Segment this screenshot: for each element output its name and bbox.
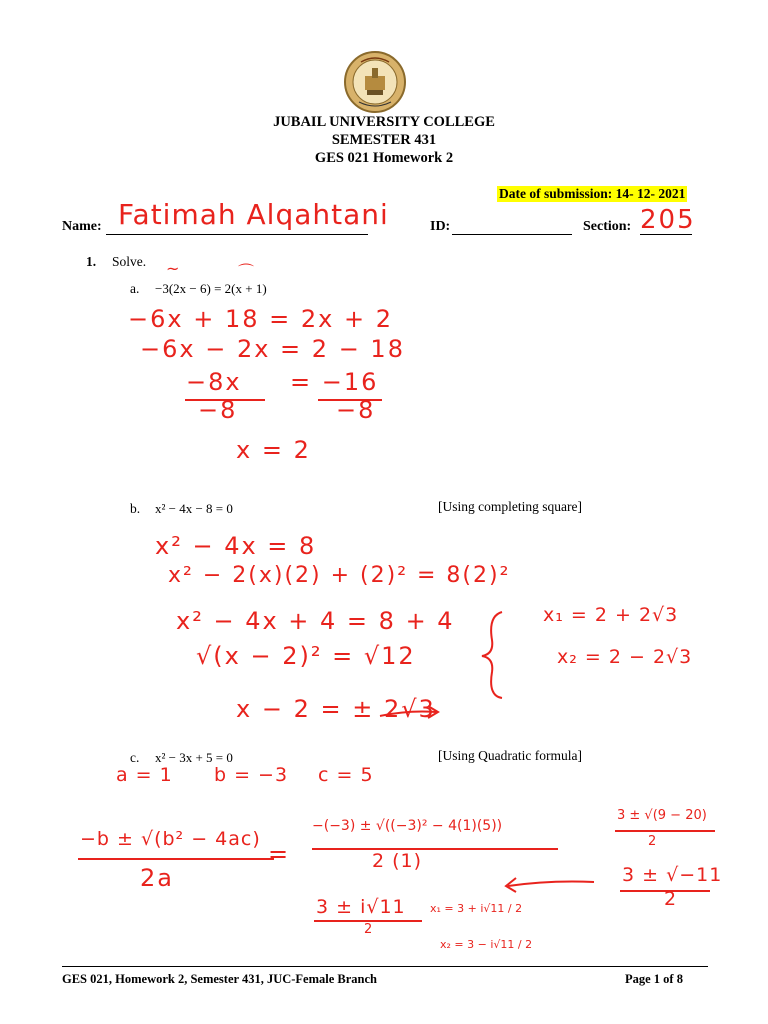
part-a-letter: a.	[130, 281, 140, 296]
fraction-bar	[615, 830, 715, 832]
quadratic-formula-denominator: 2a	[140, 864, 174, 892]
simplified-denominator: 2	[648, 834, 657, 849]
semester-title: SEMESTER 431	[331, 132, 437, 148]
handwritten-line: −8x	[186, 368, 242, 396]
footer-course-info: GES 021, Homework 2, Semester 431, JUC-Female Branch	[62, 972, 378, 986]
handwritten-line: −6x + 18 = 2x + 2	[128, 305, 393, 333]
part-a-equation: −3(2x − 6) = 2(x + 1)	[155, 281, 267, 296]
imaginary-numerator: 3 ± i√11	[316, 896, 406, 918]
brace-icon	[478, 610, 508, 700]
handwritten-root-1: x₁ = 2 + 2√3	[543, 604, 679, 626]
root-x2: x₂ = 3 − i√11 / 2	[440, 938, 533, 951]
submission-date: Date of submission: 14- 12- 2021	[499, 186, 686, 201]
homework-title: GES 021 Homework 2	[314, 150, 454, 166]
handwritten-line: = −16	[290, 368, 379, 396]
part-b-method: [Using completing square]	[438, 499, 582, 514]
arrow-icon	[378, 700, 442, 722]
name-handwritten: Fatimah Alqahtani	[118, 198, 389, 231]
tilde-mark: ~	[166, 259, 180, 278]
page-number: Page 1 of 8	[625, 972, 683, 986]
quadratic-formula-numerator: −b ± √(b² − 4ac)	[80, 828, 261, 850]
part-b-letter: b.	[130, 501, 141, 516]
part-b-equation: x² − 4x − 8 = 0	[155, 501, 233, 516]
arrow-icon	[500, 872, 596, 894]
handwritten-line: x² − 2(x)(2) + (2)² = 8(2)²	[168, 563, 511, 588]
part-c-method: [Using Quadratic formula]	[438, 748, 582, 763]
handwritten-root-2: x₂ = 2 − 2√3	[557, 646, 693, 668]
handwritten-answer: x = 2	[236, 436, 311, 464]
part-c-equation: x² − 3x + 5 = 0	[155, 750, 233, 765]
handwritten-line: x² − 4x + 4 = 8 + 4	[176, 607, 455, 635]
footer-divider	[62, 966, 708, 967]
id-underline	[452, 220, 572, 235]
section-handwritten: 205	[640, 205, 696, 235]
section-label: Section:	[583, 219, 632, 234]
question-instruction: Solve.	[112, 254, 147, 269]
handwritten-coefficient: b = −3	[214, 764, 289, 786]
part-c-letter: c.	[130, 750, 140, 765]
id-label: ID:	[430, 219, 451, 234]
tilde-mark: ⌒	[238, 262, 255, 281]
fraction-bar	[312, 848, 558, 850]
handwritten-coefficient: c = 5	[318, 764, 374, 786]
college-name: JUBAIL UNIVERSITY COLLEGE	[273, 114, 495, 130]
handwritten-line: −8	[336, 396, 376, 424]
handwritten-line: x − 2 = ± 2√3	[236, 695, 436, 723]
handwritten-coefficient: a = 1	[116, 764, 173, 786]
root-x1: x₁ = 3 + i√11 / 2	[430, 902, 523, 915]
name-label: Name:	[62, 219, 102, 234]
complex-numerator: 3 ± √−11	[622, 864, 723, 886]
college-seal-logo	[343, 50, 407, 114]
fraction-bar	[78, 858, 274, 860]
handwritten-line: −8	[198, 396, 238, 424]
handwritten-line: −6x − 2x = 2 − 18	[140, 335, 405, 363]
simplified-numerator: 3 ± √(9 − 20)	[617, 808, 707, 823]
handwritten-line: x² − 4x = 8	[155, 532, 317, 560]
imaginary-denominator: 2	[364, 922, 373, 937]
handwritten-line: √(x − 2)² = √12	[196, 642, 416, 670]
complex-denominator: 2	[664, 888, 678, 910]
equals-sign: =	[268, 840, 291, 868]
question-number: 1.	[86, 254, 97, 269]
substituted-denominator: 2 (1)	[372, 850, 423, 872]
substituted-numerator: −(−3) ± √((−3)² − 4(1)(5))	[312, 818, 503, 834]
